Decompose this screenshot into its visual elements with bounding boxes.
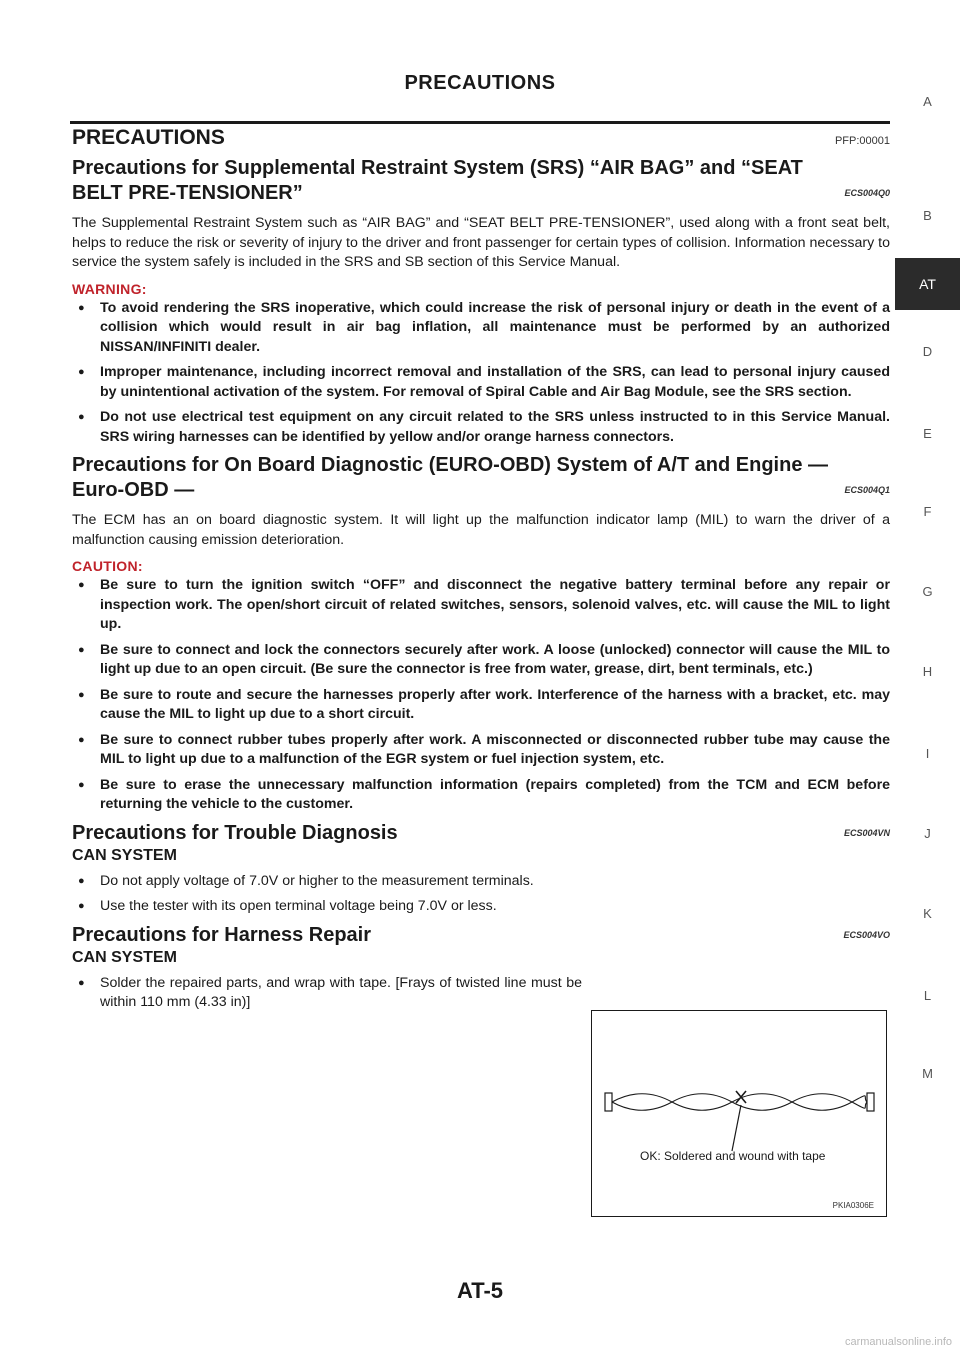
bullet-icon: ● <box>78 411 85 423</box>
obd-title-line2: Euro-OBD — <box>72 479 195 501</box>
tab-e[interactable]: E <box>923 426 932 441</box>
list-item: ● Improper maintenance, including incorrect removal and installation of the SRS, can lead to personal injury caused by unintentional activation of the system. For removal of Spiral Cable and Air Bag Module, see the SRS section. <box>78 364 890 400</box>
list-item: ● To avoid rendering the SRS inoperative, which could increase the risk of personal injury or death in the event of a collision which would result in air bag inflation, all maintenance must be performed by an authorized NISSAN/INFINITI dealer. <box>78 299 890 355</box>
tab-m[interactable]: M <box>922 1066 933 1081</box>
list-item: ● Be sure to turn the ignition switch “OFF” and disconnect the negative battery terminal before any repair or inspection work. The open/short circuit of related switches, sensors, solenoid valves, etc. will cause the MIL to light up. <box>78 577 890 632</box>
bullet-icon: ● <box>78 366 85 378</box>
list-item: ● Do not apply voltage of 7.0V or higher to the measurement terminals. <box>72 872 890 892</box>
header-rule <box>70 121 890 124</box>
tab-g[interactable]: G <box>922 584 933 599</box>
bullet-icon: ● <box>78 900 85 912</box>
list-item: ● Be sure to connect and lock the connectors securely after work. A loose (unlocked) connector will cause the MIL to light up due to an open circuit. (Be sure the connector is free from water, grease, dirt, bent terminals, etc.) <box>78 641 890 677</box>
tab-d[interactable]: D <box>922 344 933 359</box>
harness-subhead: CAN SYSTEM <box>72 948 177 966</box>
figure-id: PKIA0306E <box>832 1201 874 1210</box>
leader-line <box>732 1105 741 1151</box>
srs-heading <box>72 156 890 206</box>
running-head: PRECAUTIONS <box>404 72 556 94</box>
harness-heading <box>72 923 890 948</box>
right-terminal-icon <box>867 1093 874 1111</box>
section-code: PFP:00001 <box>834 135 890 147</box>
trouble-list <box>72 872 890 917</box>
page-number: AT-5 <box>456 1278 504 1303</box>
caution-list <box>72 576 890 815</box>
page-content <box>72 126 890 1019</box>
trouble-subhead: CAN SYSTEM <box>72 846 177 864</box>
bullet-icon: ● <box>78 301 85 314</box>
tab-h[interactable]: H <box>922 664 933 679</box>
harness-title: Precautions for Harness Repair <box>72 923 371 946</box>
bullet-icon: ● <box>78 688 85 701</box>
obd-body: The ECM has an on board diagnostic system. It will light up the malfunction indicator lamp (MIL) to warn the driver of a malfunction causing emission deterioration. <box>72 512 890 548</box>
section-title: PRECAUTIONS <box>72 126 225 149</box>
srs-body: The Supplemental Restraint System such as “AIR BAG” and “SEAT BELT PRE-TENSIONER”, used along with a front seat belt, helps to reduce the risk or severity of injury to the driver and front passenger for certain types of collision. Information necessary to service the system safely is included in the SRS and SB section of this Service Manual. <box>72 215 890 270</box>
trouble-title: Precautions for Trouble Diagnosis <box>72 821 398 844</box>
tab-k[interactable]: K <box>923 906 932 921</box>
obd-code: ECS004Q1 <box>844 485 890 495</box>
warning-label: WARNING: <box>72 280 147 297</box>
bullet-icon: ● <box>78 643 85 656</box>
figure-caption: OK: Soldered and wound with tape <box>640 1149 826 1163</box>
list-item: ● Solder the repaired parts, and wrap with tape. [Frays of twisted line must be within 110 mm (4.33 in)] <box>78 974 582 1010</box>
trouble-heading <box>72 821 890 846</box>
harness-repair-figure <box>591 1010 887 1217</box>
caution-label: CAUTION: <box>72 558 143 574</box>
list-item: ● Be sure to connect rubber tubes properly after work. A misconnected or disconnected rubber tube may cause the MIL to light up due to a malfunction of the EGR system or fuel injection system, etc. <box>78 731 890 767</box>
tab-f[interactable]: F <box>923 504 932 519</box>
section-heading <box>72 126 890 150</box>
tab-l[interactable]: L <box>923 988 932 1003</box>
tab-i[interactable]: I <box>925 746 930 761</box>
trouble-code: ECS004VN <box>843 827 890 838</box>
section-index-tabs <box>895 0 960 1358</box>
srs-code: ECS004Q0 <box>844 188 890 198</box>
tab-at[interactable]: AT <box>895 258 960 310</box>
obd-heading <box>72 453 890 503</box>
list-item: ● Be sure to route and secure the harnesses properly after work. Interference of the harness with a bracket, etc. may cause the MIL to light up due to a short circuit. <box>78 686 890 722</box>
list-item: ● Do not use electrical test equipment on any circuit related to the SRS unless instructed to in this Service Manual. SRS wiring harnesses can be identified by yellow and/or orange harness connectors. <box>78 409 890 445</box>
twisted-wire-diagram <box>592 1011 885 1215</box>
tab-j[interactable]: J <box>924 826 931 841</box>
list-item: ● Be sure to erase the unnecessary malfunction information (repairs completed) from the TCM and ECM before returning the vehicle to the customer. <box>78 776 890 812</box>
obd-title-line1: Precautions for On Board Diagnostic (EURO-OBD) System of A/T and Engine — <box>72 454 828 476</box>
list-item: ● Use the tester with its open terminal voltage being 7.0V or less. <box>72 897 890 917</box>
bullet-icon: ● <box>78 976 85 989</box>
left-terminal-icon <box>605 1093 612 1111</box>
harness-code: ECS004VO <box>843 929 890 940</box>
srs-title-line2: BELT PRE-TENSIONER” <box>72 182 303 204</box>
tab-a[interactable]: A <box>923 94 932 109</box>
bullet-icon: ● <box>78 874 85 887</box>
warning-list <box>72 299 890 448</box>
srs-title-line1: Precautions for Supplemental Restraint System (SRS) “AIR BAG” and “SEAT <box>72 157 803 179</box>
bullet-icon: ● <box>78 733 85 746</box>
watermark: carmanualsonline.info <box>844 1336 952 1348</box>
tab-b[interactable]: B <box>923 208 932 223</box>
bullet-icon: ● <box>78 579 85 591</box>
bullet-icon: ● <box>78 778 85 791</box>
harness-list <box>72 974 582 1013</box>
